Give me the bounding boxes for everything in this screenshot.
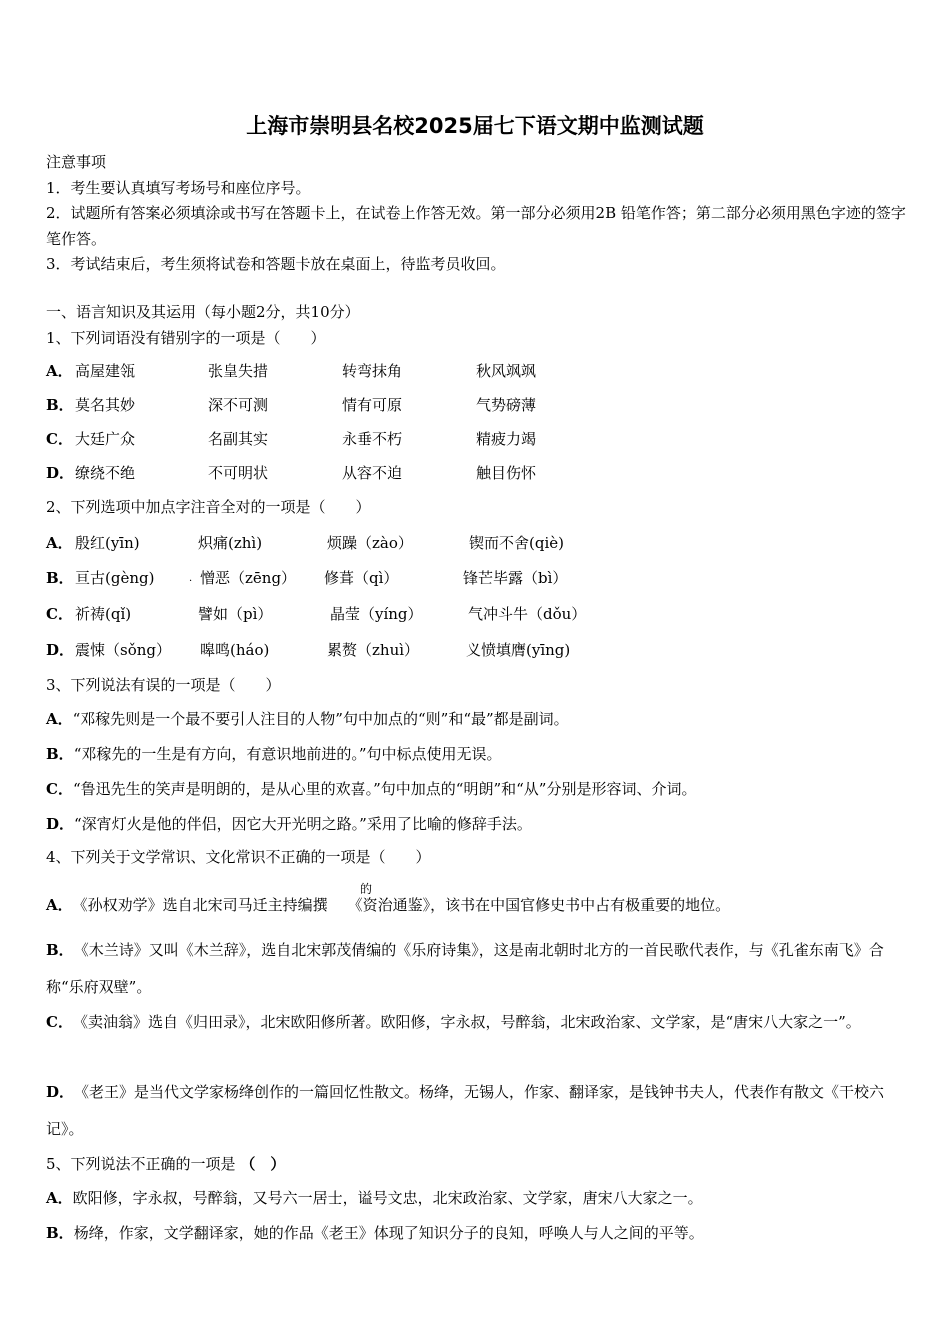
question-4-stem: 4、下列关于文学常识、文化常识不正确的一项是（ ）: [46, 848, 431, 866]
q2-option-c-label: C．: [46, 605, 73, 623]
q1-option-c-label: C．: [46, 430, 73, 448]
q1-option-d-word: 不可明状: [208, 464, 269, 482]
q2-option-d-word: 累赘（zhuì）: [327, 641, 420, 659]
q3-option-d: [46, 813, 532, 834]
q2-option-c-word: 晶莹（yíng）: [330, 605, 423, 623]
answer-bracket: （ ）: [240, 1155, 286, 1173]
q1-option-a-word: 秋风飒飒: [476, 362, 537, 380]
q1-option-d-word: 缭绕不绝: [75, 464, 136, 482]
q1-option-d-label: D．: [46, 464, 75, 482]
q5-option-a: [46, 1187, 703, 1208]
q1-option-b-label: B．: [46, 396, 74, 414]
q4-option-c: [46, 1004, 908, 1041]
q1-option-d-word: 从容不迫: [342, 464, 403, 482]
q1-option-c-word: 名副其实: [208, 430, 269, 448]
option-label: A．: [46, 1189, 73, 1207]
q3-option-a: [46, 708, 569, 729]
option-text: 《孙权劝学》选自北宋司马迁主持编撰: [72, 896, 328, 914]
option-label: C．: [46, 1013, 73, 1031]
q1-option-b-word: 情有可原: [342, 396, 403, 414]
q2-option-d-label: D．: [46, 641, 75, 659]
q2-option-b-word: 锋芒毕露（bì）: [463, 569, 568, 587]
option-label: D．: [46, 815, 75, 833]
q2-option-a-word: 殷红(yīn): [75, 534, 140, 552]
option-label: B．: [46, 941, 74, 959]
notice-item-3: 3．考试结束后，考生须将试卷和答题卡放在桌面上，待监考员收回。: [46, 255, 506, 273]
q2-option-a-word: 炽痛(zhì): [198, 534, 263, 552]
option-label: A．: [46, 710, 73, 728]
q1-option-b-word: 气势磅薄: [476, 396, 537, 414]
q1-option-b-word: 莫名其妙: [75, 396, 136, 414]
q1-option-c-word: 大廷广众: [75, 430, 136, 448]
option-label: D．: [46, 1083, 75, 1101]
q1-option-a-word: 张皇失措: [208, 362, 269, 380]
stem-text: 5、下列说法不正确的一项是: [46, 1155, 236, 1173]
option-text: 《卖油翁》选自《归田录》，北宋欧阳修所著。欧阳修，字永叔，号醉翁，北宋政治家、文学家，是“唐宋八大家之一”。: [72, 1013, 861, 1031]
q5-option-b: [46, 1222, 704, 1243]
option-text: 杨绛，作家，文学翻译家，她的作品《老王》体现了知识分子的良知，呼唤人与人之间的平等。: [73, 1224, 704, 1242]
q2-option-a-word: 烦躁（zào）: [327, 534, 413, 552]
option-label: B．: [46, 1224, 74, 1242]
q1-option-c-word: 永垂不朽: [342, 430, 403, 448]
option-label: A．: [46, 896, 73, 914]
q2-option-d-word: 义愤填膺(yīng): [466, 641, 571, 659]
question-2-stem: 2、下列选项中加点字注音全对的一项是（ ）: [46, 498, 371, 516]
q1-option-a-word: 转弯抹角: [342, 362, 403, 380]
option-label: B．: [46, 745, 74, 763]
q4-option-b: [46, 932, 908, 1006]
q2-option-a-word: 锲而不舍(qiè): [469, 534, 564, 552]
q1-option-a-word: 高屋建瓴: [75, 362, 136, 380]
q1-option-b-word: 深不可测: [208, 396, 269, 414]
q2-option-c-word: 譬如（pì）: [198, 605, 273, 623]
option-text: “邓稼先的一生是有方向，有意识地前进的。”句中标点使用无误。: [73, 745, 502, 763]
q3-option-c: [46, 778, 696, 799]
notice-item-1: 1．考生要认真填写考场号和座位序号。: [46, 179, 311, 197]
notice-heading: 注意事项: [46, 153, 107, 171]
emphasis-dot: ·: [189, 576, 193, 587]
option-text: 欧阳修，字永叔，号醉翁，又号六一居士，谥号文忠，北宋政治家、文学家，唐宋八大家之一。: [72, 1189, 703, 1207]
notice-item-2: 2．试题所有答案必须填涂或书写在答题卡上，在试卷上作答无效。第一部分必须用2B 铅笔作答；第二部分必须用黑色字迹的签字笔作答。: [46, 204, 906, 248]
q1-option-a-label: A．: [46, 362, 73, 380]
option-text: “邓稼先则是一个最不要引人注目的人物”句中加点的“则”和“最”都是副词。: [72, 710, 569, 728]
q2-option-b-word: 亘古(gèng): [75, 569, 155, 587]
section-heading: 一、语言知识及其运用（每小题2分，共10分）: [46, 303, 360, 321]
q2-option-b-word: 憎恶（zēng）: [200, 569, 297, 587]
option-text: “深宵灯火是他的伴侣，因它大开光明之路。”采用了比喻的修辞手法。: [74, 815, 532, 833]
option-text: 《资治通鉴》，该书在中国官修史书中占有极重要的地位。: [347, 896, 731, 914]
q2-option-b-label: B．: [46, 569, 74, 587]
q1-option-d-word: 触目伤怀: [476, 464, 537, 482]
q4-option-d: [46, 1074, 908, 1148]
q2-option-d-word: 嗥鸣(háo): [200, 641, 270, 659]
option-text: “鲁迅先生的笑声是明朗的，是从心里的欢喜。”句中加点的“明朗”和“从”分别是形容词、介词。: [72, 780, 697, 798]
question-1-stem: 1、下列词语没有错别字的一项是（ ）: [46, 329, 326, 347]
option-label: C．: [46, 780, 73, 798]
q2-option-d-word: 震悚（sǒng）: [75, 641, 171, 659]
page-title: 上海市崇明县名校2025届七下语文期中监测试题: [246, 114, 704, 138]
q1-option-c-word: 精疲力竭: [476, 430, 537, 448]
q2-option-a-label: A．: [46, 534, 73, 552]
q2-option-c-word: 祈祷(qǐ): [75, 605, 132, 623]
q3-option-b: [46, 743, 502, 764]
q4-option-a: [46, 894, 730, 915]
q2-option-b-word: 修葺（qì）: [324, 569, 399, 587]
q2-option-c-word: 气冲斗牛（dǒu）: [468, 605, 587, 623]
question-5-stem: [46, 1153, 285, 1174]
question-3-stem: 3、下列说法有误的一项是（ ）: [46, 676, 281, 694]
option-text: 《木兰诗》又叫《木兰辞》，选自北宋郭茂倩编的《乐府诗集》，这是南北朝时北方的一首民歌代表作，与《孔雀东南飞》合称“乐府双壁”。: [46, 941, 884, 996]
option-text: 《老王》是当代文学家杨绛创作的一篇回忆性散文。杨绛，无锡人，作家、翻译家，是钱钟书夫人，代表作有散文《干校六记》。: [46, 1083, 885, 1138]
q4-option-a-superscript: 的: [360, 882, 373, 896]
